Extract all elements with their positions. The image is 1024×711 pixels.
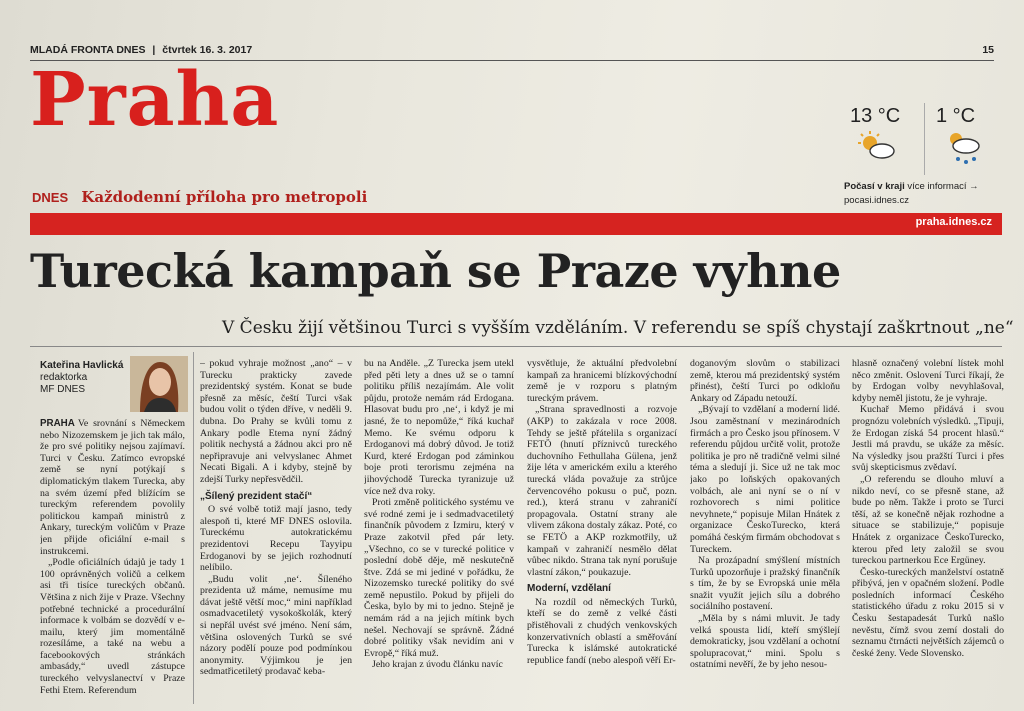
paragraph: Na rozdíl od německých Turků, kteří se do země z velké části přistěhovali z chudých venkovských konzervativních oblastí a směřování Turecka k islámské autokratické republice fandí (nebo alespoň věří Er- xyxy=(527,596,677,666)
paragraph: – pokud vyhraje možnost „ano“ – v Turecku prakticky zavede prezidentský systém. Konat se bude přesně za měsíc, čeští Turci však budou volit o týden dříve, v neděli 9. dubna. Do Prahy se kvůli tomu z Ankary podle Etema nyní žádný politik nechystá a žádnou akci pro ně nepřipravuje ani velvyslanec Ahmet Necati Bigali. A i kdyby, stejně by zdejší Turky nepřesvědčil. xyxy=(200,358,352,485)
tagline: Každodenní příloha pro metropoli xyxy=(81,188,368,206)
cloud-rain-icon xyxy=(944,129,984,169)
column-6 xyxy=(852,358,1004,706)
paragraph: Kuchař Memo přidává i svou prognózu volebních výsledků. „Tipuji, že Erdogan získá 54 procent hlasů.“ Jestli má pravdu, se ukáže za měsíc. Na výsledky jsou pražští Turci i přes svůj skepticismus zvědaví. xyxy=(852,404,1004,474)
column-5 xyxy=(690,358,840,706)
page-number: 15 xyxy=(982,44,994,56)
column-1 xyxy=(40,418,185,706)
paragraph: bu na Anděle. „Z Turecka jsem utekl před pěti lety a dnes už se o tamní politiku příliš nezajímám. Ale volit půjdu, protože nemám rád Erdogana. Hlasovat budu pro ‚ne‘, i když je mi jasné, že to nepomůže,“ říká kuchař Memo. Ke svému odporu k Erdoganovi má dobrý důvod. Je totiž Kurd, které Erdogan pod záminkou boje proti terorismu zejména na jihovýchodě Turecka tyranizuje už více než dva roky. xyxy=(364,358,514,497)
issue-date: čtvrtek 16. 3. 2017 xyxy=(162,44,253,56)
weather-box xyxy=(844,103,1004,213)
column-2 xyxy=(200,358,352,706)
article-subheadline: V Česku žijí většinou Turci s vyšším vzděláním. V referendu se spíš chystají zaškrtnout „ne“ xyxy=(222,318,1014,338)
article-headline: Turecká kampaň se Praze vyhne xyxy=(30,244,841,298)
weather-label: Počasí v kraji xyxy=(844,181,905,192)
top-line: MLADÁ FRONTA DNES | čtvrtek 16. 3. 2017 15 xyxy=(30,44,994,58)
author-org: MF DNES xyxy=(40,384,85,395)
author-name: Kateřina Havlická xyxy=(40,360,124,371)
paper-name: MLADÁ FRONTA DNES xyxy=(30,44,146,56)
day-temperature: 13 °C xyxy=(850,105,901,127)
author-role: redaktorka xyxy=(40,372,88,383)
partly-cloudy-icon xyxy=(856,131,896,161)
arrow-right-icon: → xyxy=(969,181,979,192)
paragraph: vysvětluje, že aktuální předvolební kampaň za hranicemi blízkovýchodní země je v rozporu s platným tureckým právem. xyxy=(527,358,677,404)
brand-logo: DNES xyxy=(32,190,69,205)
night-temperature: 1 °C xyxy=(936,105,976,127)
byline xyxy=(40,360,123,396)
paragraph: „Měla by s námi mluvit. Je tady velká spousta lidí, kteří smýšlejí demokraticky, jsou vzdělaní a ochotní spolupracovat,“ mini. Spolu s ostatními nevěří, že by jeho nesou- xyxy=(690,613,840,671)
paragraph: hlasně označený volební lístek mohl něco změnit. Oslovení Turci říkají, že by Erdogan volby nevyhlašoval, kdyby neměl jistotu, že je vyhraje. xyxy=(852,358,1004,404)
section-url[interactable]: praha.idnes.cz xyxy=(915,216,992,228)
paragraph: O své volbě totiž mají jasno, tedy alespoň ti, které MF DNES oslovila. Tureckému autokratickému prezidentovi Recepu Tayyipu Erdoganovi by se jejich rozhodnutí nelíbilo. xyxy=(200,504,352,574)
red-banner xyxy=(30,213,1002,235)
column-3 xyxy=(364,358,514,706)
paragraph: Ve srovnání s Německem nebo Nizozemskem je jich tak málo, že pro své politiky nejsou zajímaví. Turci v Česku. Zatímco evropské země se nyní potýkají s diplomatickým tlakem Turecka, aby na svém území před blížícím se tureckým referendem povolily politickou kampaň ministrů z Ankary, tureckým voličům v Praze jen přijde oficiální e-mail s instrukcemi. xyxy=(40,418,185,557)
divider xyxy=(30,346,1002,347)
paragraph: Česko-tureckých manželství ostatně přibývá, jen v opačném složení. Podle posledních informací Českého statistického úřadu z roku 2015 si v Česku šestapadesát Turků našlo nevěstu, čímž svou zemí dostali do seznamu čtrnácti největších zájemců o české ženy. Vede Slovensko. xyxy=(852,566,1004,659)
paragraph: Proti změně politického systému ve své rodné zemi je i sedmadvacetiletý finančník původem z Izmiru, který v Praze zakotvil před pár lety. „Všechno, co se v turecké politice v poslední době děje, mě neskutečně štve. Zdá se mi jediné v pořádku, že Nizozemsko turecké politiky do své země nepustilo. Pokud by přijeli do Česka, bylo by mi to jedno. Stejně je nemám rád a na jejich mítink bych nešel. Nechovají se správně. Žádné dobré politiky však nevidím ani v Evropě,“ říká muž. xyxy=(364,497,514,659)
brand-line xyxy=(32,188,367,206)
section-masthead: Praha xyxy=(30,57,280,143)
paragraph: „Podle oficiálních údajů je tady 1 100 oprávněných voličů a celkem asi tři tisíce tureckých občanů. Většina z nich žije v Praze. Všechny potřebné technické a procedurální informace k volbám se dozvědí v e-mailu, který jim momentálně rozesíláme, a také na webu a facebookových stránkách ambasády,“ uvedl zástupce tureckého velvyslanectví v Praze Fethi Etem. Referendum xyxy=(40,557,185,696)
paragraph: „Bývají to vzdělaní a moderní lidé. Jsou zaměstnaní v mezinárodních firmách a pro Česko jsou přínosem. V referendu půjdou určitě volit, protože politika je pro ně tradičně velmi silné téma a sledují ji. Sice už ne tak moc jako po loňských opakovaných volbách, ale ani nyní se o ní v rozhovorech s nimi politice nevyhnete,“ popisuje Milan Hnátek z organizace ČeskoTurecko, která pomáhá českým firmám obchodovat s Tureckem. xyxy=(690,404,840,555)
crosshead: „Šílený prezident stačí“ xyxy=(200,490,313,502)
crosshead: Moderní, vzdělaní xyxy=(527,583,611,595)
weather-link-line[interactable] xyxy=(844,181,979,192)
paragraph: „O referendu se dlouho mluví a nikdo neví, co se přesně stane, až bude po něm. Takže i proto se Turci těší, až se konečně nějak rozhodne a situace se stabilizuje,“ popisuje Hnátek z organizace ČeskoTurecko, kterou před lety založil se svou tureckou partnerkou Ece Ergüney. xyxy=(852,473,1004,567)
paragraph: Jeho krajan z úvodu článku navíc xyxy=(372,659,503,671)
weather-more: více informací xyxy=(907,181,967,192)
paragraph: „Budu volit ‚ne‘. Šíleného prezidenta už máme, nemusíme mu dávat ještě větší moc,“ mini například osmadvacetiletý vysokoškolák, který si nepřál uvést své jméno. Není sám, většina oslovených Turků se své názory podělí pouze pod podmínkou anonymity. Výjimkou je jen sedmatřicetiletý prodavač keba- xyxy=(200,573,352,678)
paragraph: „Strana spravedlnosti a rozvoje (AKP) to zakázala v roce 2008. Tehdy se ještě přátelila s organizací FETÖ (hnutí příznivců tureckého duchovního Fethullaha Gülena, jenž žije léta v americkém exilu a kterého turecká vláda považuje za strůjce červencového pokusu o puč, pozn. red.), která stranu v zahraničí propagovala. Ostatní strany ale vlivem zákona dostaly zákaz. Poté, co se FETÖ a AKP rozkmotřily, už kampaň v zahraničí nesmělo dělat vůbec nikdo. Strana tak nyní porušuje vlastní zákon,“ poukazuje. xyxy=(527,404,677,578)
author-photo xyxy=(130,356,188,412)
paragraph: Na prozápadní smýšlení místních Turků upozorňuje i pražský finančník s tím, že by se Evropská unie měla snažit využít jejich sílu a dobrého sociálního postavení. xyxy=(690,555,840,613)
column-4 xyxy=(527,358,677,706)
dateline: PRAHA xyxy=(40,418,75,429)
weather-url[interactable]: pocasi.idnes.cz xyxy=(844,195,909,206)
paragraph: doganovým slovům o stabilizaci země, kterou má prezidentský systém přinést), čeští Turci po odkloňu Ankary od Západu netouží. xyxy=(690,358,840,404)
